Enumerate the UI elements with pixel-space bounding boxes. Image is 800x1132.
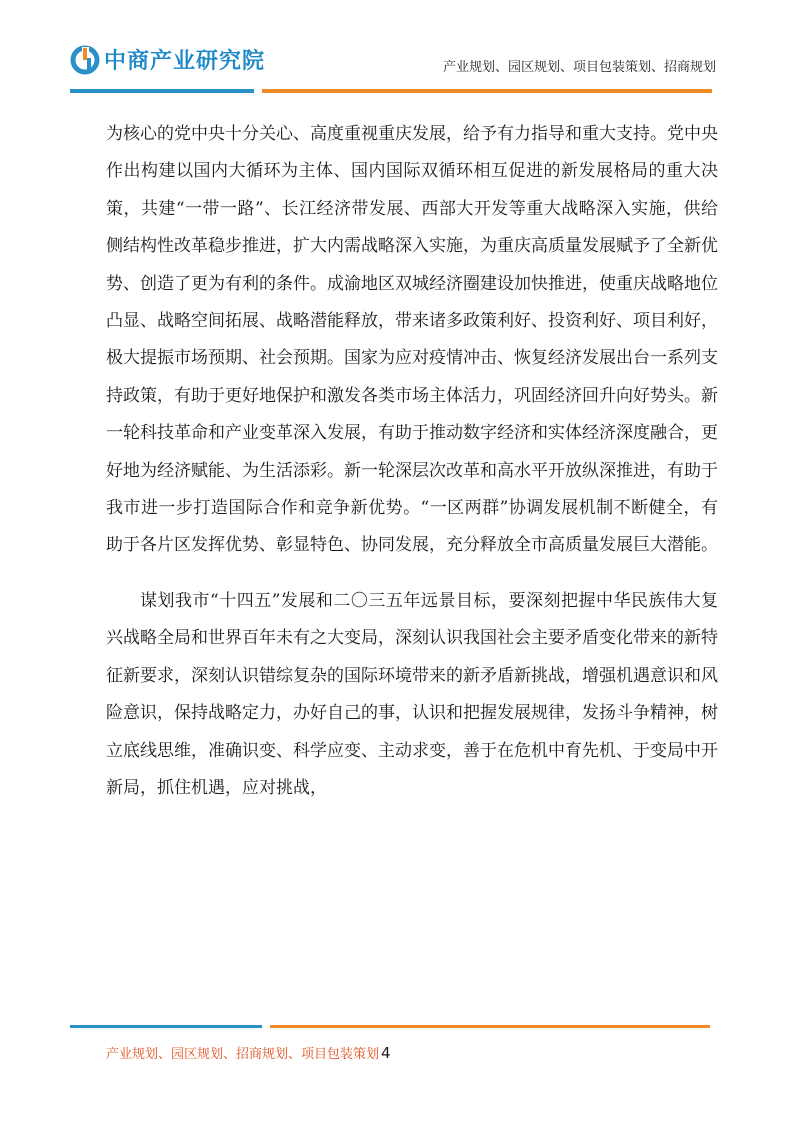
company-logo — [70, 44, 265, 75]
footer-divider-blue — [70, 1025, 262, 1028]
logo-mark-icon — [70, 45, 100, 75]
header-tagline: 产业规划、园区规划、项目包装策划、招商规划 — [442, 60, 716, 75]
header-divider-blue — [70, 89, 254, 93]
header-divider-orange — [262, 89, 712, 93]
footer-text: 产业规划、园区规划、招商规划、项目包装策划 — [106, 1047, 380, 1062]
page-header — [0, 0, 800, 100]
page-number: 4 — [381, 1044, 391, 1062]
logo-text: 中商产业研究院 — [104, 49, 266, 74]
paragraph-1: 为核心的党中央十分关心、高度重视重庆发展，给予有力指导和重大支持。党中央作出构建以国内大循环为主体、国内国际双循环相互促进的新发展格局的重大决策，共建“一带一路”、长江经济带发展、西部大开发等重大战略深入实施，供给侧结构性改革稳步推进，扩大内需战略深入实施，为重庆高质量发展赋予了全新优势、创造了更为有利的条件。成渝地区双城经济圈建设加快推进，使重庆战略地位凸显、战略空间拓展、战略潜能释放，带来诸多政策利好、投资利好、项目利好，极大提振市场预期、社会预期。国家为应对疫情冲击、恢复经济发展出台一系列支持政策，有助于更好地保护和激发各类市场主体活力，巩固经济回升向好势头。新一轮科技革命和产业变革深入发展，有助于推动数字经济和实体经济深度融合，更好地为经济赋能、为生活添彩。新一轮深层次改革和高水平开放纵深推进，有助于我市进一步打造国际合作和竞争新优势。“一区两群”协调发展机制不断健全，有助于各片区发挥优势、彰显特色、协同发展，充分释放全市高质量发展巨大潜能。 — [106, 124, 718, 556]
page-footer — [106, 1043, 391, 1062]
document-body — [106, 116, 718, 807]
footer-divider-orange — [270, 1025, 710, 1028]
paragraph-2: 谋划我市“十四五”发展和二〇三五年远景目标，要深刻把握中华民族伟大复兴战略全局和世界百年未有之大变局，深刻认识我国社会主要矛盾变化带来的新特征新要求，深刻认识错综复杂的国际环境带来的新矛盾新挑战，增强机遇意识和风险意识，保持战略定力，办好自己的事，认识和把握发展规律，发扬斗争精神，树立底线思维，准确识变、科学应变、主动求变，善于在危机中育先机、于变局中开新局，抓住机遇，应对挑战， — [106, 590, 718, 798]
